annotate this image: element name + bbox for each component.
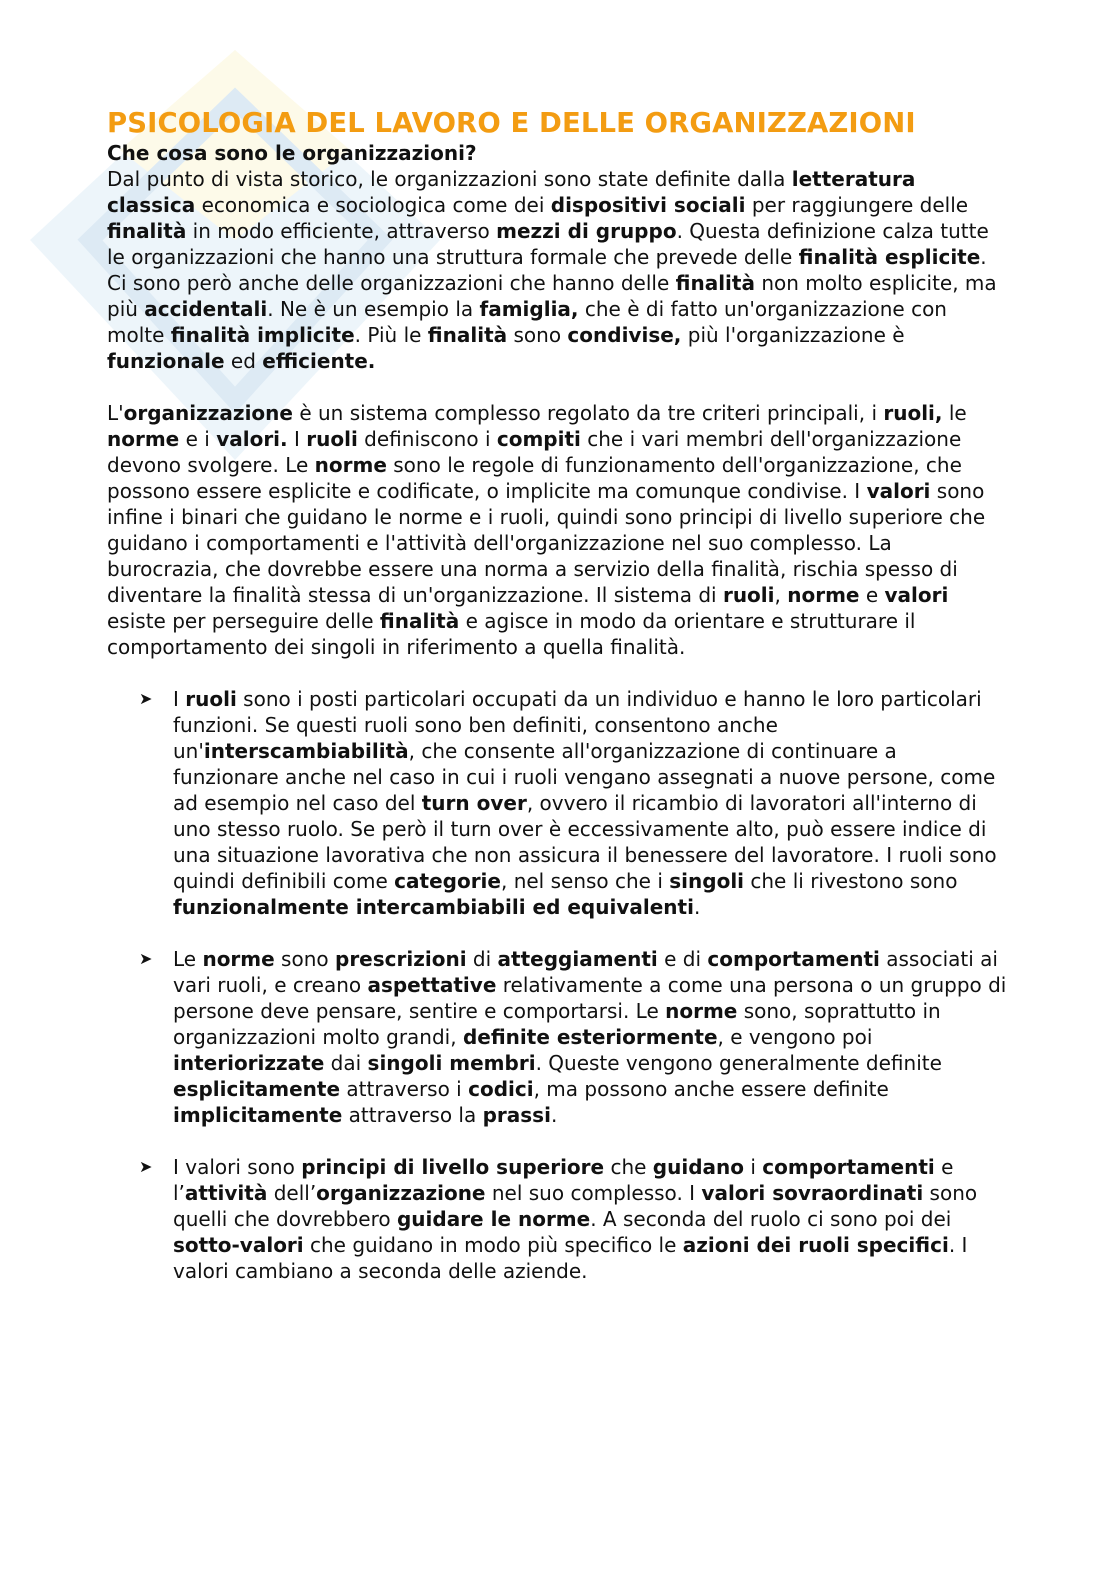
arrowhead-bullet-icon: ➤: [139, 1157, 153, 1176]
paragraph-organization: L'organizzazione è un sistema complesso regolato da tre criteri principali, i ruoli, le norme e i valori. I ruoli definiscono i compiti che i vari membri dell'organizzazione devono svolgere. Le norme sono le regole di funzionamento dell'organizzazione, che possono essere esplicite e codificate, o implicite ma comunque condivise. I valori sono infine i binari che guidano le norme e i ruoli, quindi sono principi di livello superiore che guidano i comportamenti e l'attività dell'organizzazione nel suo complesso. La burocrazia, che dovrebbe essere una norma a servizio della finalità, rischia spesso di diventare la finalità stessa di un'organizzazione. Il sistema di ruoli, norme e valori esiste per perseguire delle finalità e agisce in modo da orientare e strutturare il comportamento dei singoli in riferimento a quella finalità.: [107, 401, 986, 659]
bullet-text: Le norme sono prescrizioni di atteggiamenti e di comportamenti associati ai vari ruoli, e creano aspettative relativamente a come una persona o un gruppo di persone deve pensare, sentire e comportarsi. Le norme sono, soprattutto in organizzazioni molto grandi, definite esteriormente, e vengono poi interiorizzate dai singoli membri. Queste vengono generalmente definite esplicitamente attraverso i codici, ma possono anche essere definite implicitamente attraverso la prassi.: [173, 947, 1007, 1127]
bullet-item-norme: [107, 946, 1007, 1128]
section-heading: Che cosa sono le organizzazioni?: [107, 141, 477, 165]
arrowhead-bullet-icon: ➤: [139, 949, 153, 968]
document-title: PSICOLOGIA DEL LAVORO E DELLE ORGANIZZAZIONI: [107, 107, 916, 139]
bullet-list: [107, 686, 1007, 1284]
paragraph-intro: Dal punto di vista storico, le organizzazioni sono state definite dalla letteratura classica economica e sociologica come dei dispositivi sociali per raggiungere delle finalità in modo efficiente, attraverso mezzi di gruppo. Questa definizione calza tutte le organizzazioni che hanno una struttura formale che prevede delle finalità esplicite. Ci sono però anche delle organizzazioni che hanno delle finalità non molto esplicite, ma più accidentali. Ne è un esempio la famiglia, che è di fatto un'organizzazione con molte finalità implicite. Più le finalità sono condivise, più l'organizzazione è funzionale ed efficiente.: [107, 167, 997, 373]
bullet-text: I ruoli sono i posti particolari occupati da un individuo e hanno le loro particolari funzioni. Se questi ruoli sono ben definiti, consentono anche un'interscambiabilità, che consente all'organizzazione di continuare a funzionare anche nel caso in cui i ruoli vengano assegnati a nuove persone, come ad esempio nel caso del turn over, ovvero il ricambio di lavoratori all'interno di uno stesso ruolo. Se però il turn over è eccessivamente alto, può essere indice di una situazione lavorativa che non assicura il benessere del lavoratore. I ruoli sono quindi definibili come categorie, nel senso che i singoli che li rivestono sono funzionalmente intercambiabili ed equivalenti.: [173, 687, 997, 919]
bullet-item-ruoli: [107, 686, 1007, 920]
document-page: [107, 106, 1007, 1284]
arrowhead-bullet-icon: ➤: [139, 689, 153, 708]
bullet-item-valori: [107, 1154, 1007, 1284]
bullet-text: I valori sono principi di livello superiore che guidano i comportamenti e l’attività dell’organizzazione nel suo complesso. I valori sovraordinati sono quelli che dovrebbero guidare le norme. A seconda del ruolo ci sono poi dei sotto-valori che guidano in modo più specifico le azioni dei ruoli specifici. I valori cambiano a seconda delle aziende.: [173, 1155, 978, 1283]
